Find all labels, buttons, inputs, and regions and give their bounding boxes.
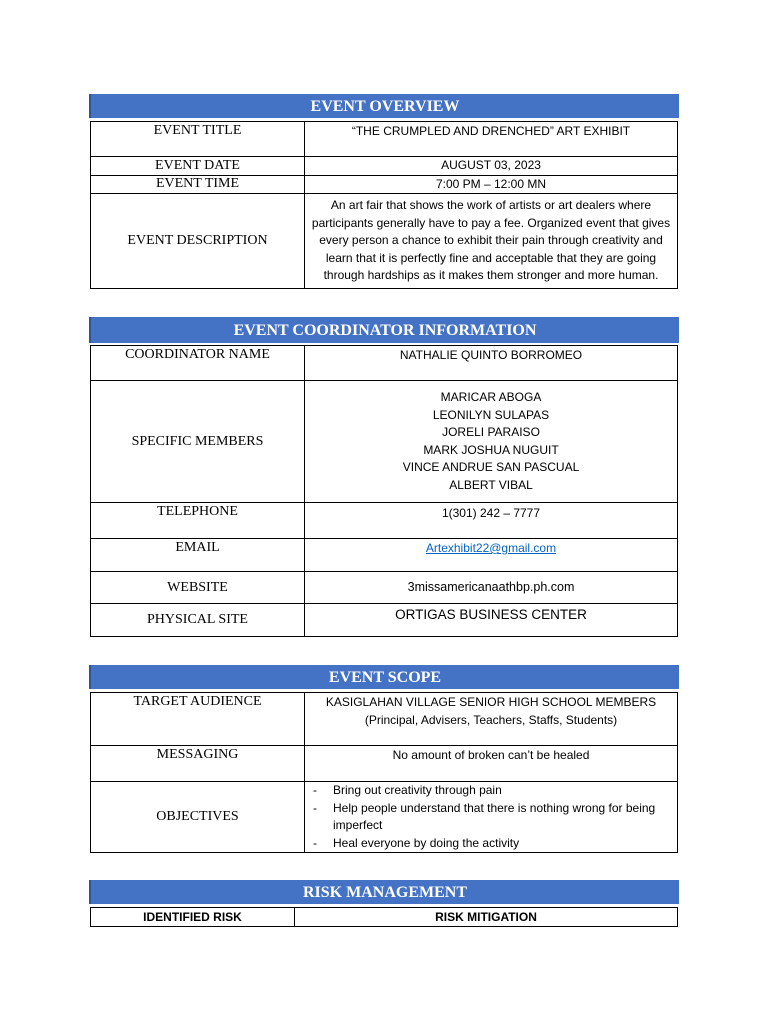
event-date-value: AUGUST 03, 2023 bbox=[305, 157, 678, 176]
member-item: VINCE ANDRUE SAN PASCUAL bbox=[402, 460, 580, 474]
event-overview-header: EVENT OVERVIEW bbox=[89, 94, 679, 118]
physical-site-label: PHYSICAL SITE bbox=[91, 604, 305, 637]
table-row bbox=[91, 381, 678, 503]
event-title-label: EVENT TITLE bbox=[91, 122, 305, 157]
member-item: ALBERT VIBAL bbox=[449, 477, 533, 492]
physical-site-value: ORTIGAS BUSINESS CENTER bbox=[305, 604, 678, 637]
specific-members-label: SPECIFIC MEMBERS bbox=[91, 381, 305, 503]
member-item: MARICAR ABOGA bbox=[440, 390, 542, 404]
event-time-label: EVENT TIME bbox=[91, 175, 305, 194]
coordinator-name-label: COORDINATOR NAME bbox=[91, 346, 305, 381]
objectives-label: OBJECTIVES bbox=[91, 782, 305, 853]
event-description-value: An art fair that shows the work of artists or art dealers where participants generally have to pay a fee. Organized event that gives every person a chance to exhibit their pain through creativity and learn that it is perfectly fine and acceptable that they are going through hardships as it makes them stronger and more human. bbox=[305, 194, 678, 289]
email-label: EMAIL bbox=[91, 539, 305, 572]
event-time-value: 7:00 PM – 12:00 MN bbox=[305, 175, 678, 194]
table-row bbox=[91, 746, 678, 782]
messaging-label: MESSAGING bbox=[91, 746, 305, 782]
coordinator-info-header: EVENT COORDINATOR INFORMATION bbox=[89, 317, 679, 343]
target-audience-label: TARGET AUDIENCE bbox=[91, 693, 305, 746]
audience-line: KASIGLAHAN VILLAGE SENIOR HIGH SCHOOL MEMBERS bbox=[325, 695, 657, 709]
table-row bbox=[91, 693, 678, 746]
list-item: - Help people understand that there is nothing wrong for being imperfect bbox=[333, 800, 671, 835]
event-overview-table bbox=[90, 121, 678, 289]
messaging-value: No amount of broken can’t be healed bbox=[305, 746, 678, 782]
table-row bbox=[91, 194, 678, 289]
email-value bbox=[305, 539, 678, 572]
coordinator-name-value: NATHALIE QUINTO BORROMEO bbox=[305, 346, 678, 381]
event-title-value: “THE CRUMPLED AND DRENCHED” ART EXHIBIT bbox=[305, 122, 678, 157]
coordinator-info-table bbox=[90, 345, 678, 637]
target-audience-value bbox=[305, 693, 678, 746]
audience-line: (Principal, Advisers, Teachers, Staffs, Students) bbox=[364, 712, 618, 727]
event-description-label: EVENT DESCRIPTION bbox=[91, 194, 305, 289]
objectives-list bbox=[305, 782, 677, 852]
table-row bbox=[91, 782, 678, 853]
table-row bbox=[91, 157, 678, 176]
list-item: - Bring out creativity through pain bbox=[333, 782, 671, 800]
risk-management-header: RISK MANAGEMENT bbox=[89, 880, 679, 904]
member-item: LEONILYN SULAPAS bbox=[432, 407, 550, 422]
telephone-value: 1(301) 242 – 7777 bbox=[305, 503, 678, 539]
table-row bbox=[91, 346, 678, 381]
member-item: JORELI PARAISO bbox=[442, 425, 540, 439]
table-row bbox=[91, 539, 678, 572]
member-item: MARK JOSHUA NUGUIT bbox=[423, 442, 559, 457]
risk-mitigation-header: RISK MITIGATION bbox=[295, 908, 678, 927]
telephone-label: TELEPHONE bbox=[91, 503, 305, 539]
table-row bbox=[91, 122, 678, 157]
objectives-value bbox=[305, 782, 678, 853]
table-row bbox=[91, 908, 678, 927]
event-scope-header: EVENT SCOPE bbox=[89, 665, 679, 689]
website-label: WEBSITE bbox=[91, 572, 305, 604]
table-row bbox=[91, 175, 678, 194]
specific-members-list bbox=[305, 381, 678, 503]
risk-management-table bbox=[90, 907, 678, 927]
table-row bbox=[91, 572, 678, 604]
event-date-label: EVENT DATE bbox=[91, 157, 305, 176]
table-row bbox=[91, 604, 678, 637]
website-value: 3missamericanaathbp.ph.com bbox=[305, 572, 678, 604]
list-item: - Heal everyone by doing the activity bbox=[333, 835, 671, 853]
identified-risk-header: IDENTIFIED RISK bbox=[91, 908, 295, 927]
email-link[interactable]: Artexhibit22@gmail.com bbox=[425, 541, 557, 555]
event-scope-table bbox=[90, 692, 678, 853]
table-row bbox=[91, 503, 678, 539]
